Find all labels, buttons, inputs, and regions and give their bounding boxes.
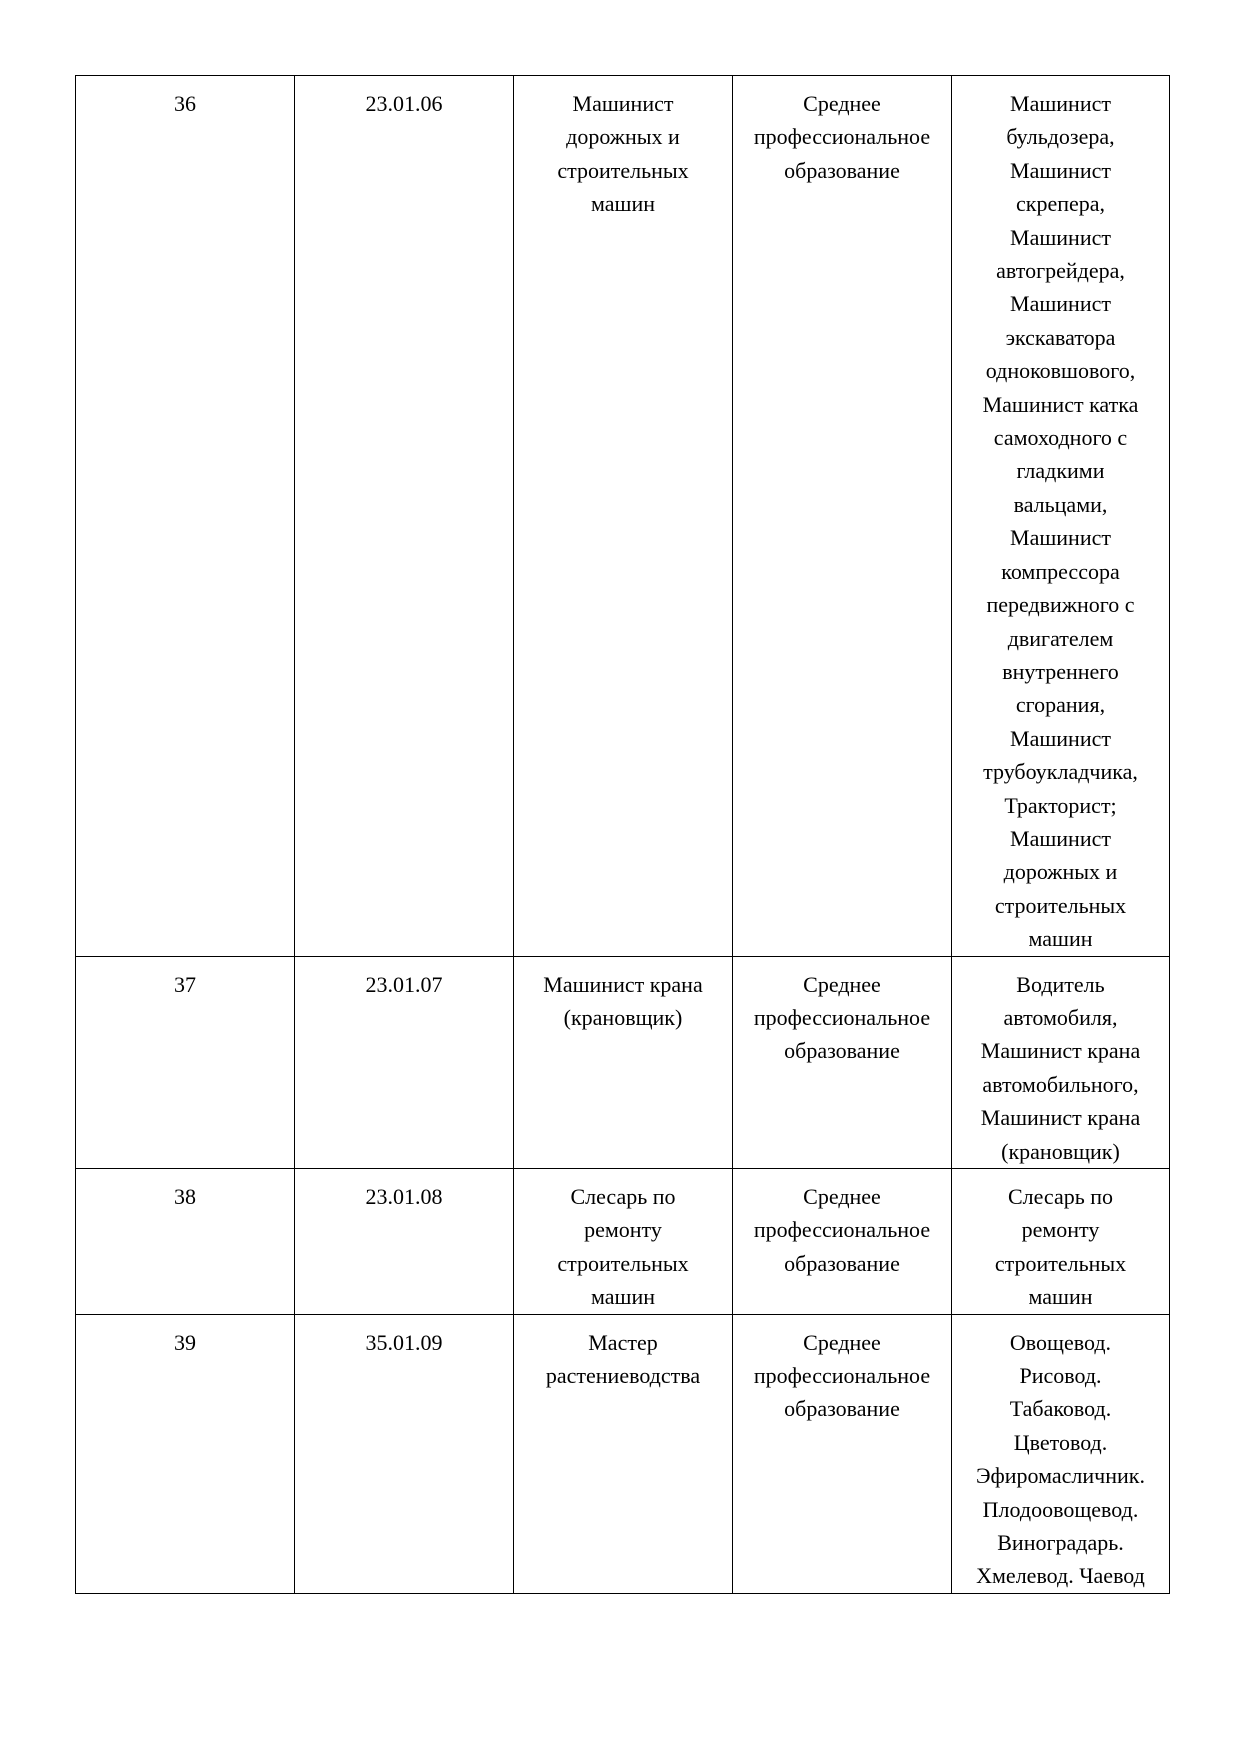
profession-code-cell: 23.01.08 bbox=[295, 1169, 514, 1315]
professions-table bbox=[75, 75, 1170, 1594]
profession-code-cell: 35.01.09 bbox=[295, 1314, 514, 1593]
education-level-cell: Среднее профессиональное образование bbox=[733, 1169, 952, 1315]
profession-name-cell: Мастер растениеводства bbox=[514, 1314, 733, 1593]
qualifications-cell: Слесарь по ремонту строительных машин bbox=[952, 1169, 1170, 1315]
table-row bbox=[76, 956, 1170, 1168]
row-number-cell: 38 bbox=[76, 1169, 295, 1315]
profession-code-cell: 23.01.07 bbox=[295, 956, 514, 1168]
row-number-cell: 39 bbox=[76, 1314, 295, 1593]
education-level-cell: Среднее профессиональное образование bbox=[733, 1314, 952, 1593]
table-row bbox=[76, 76, 1170, 957]
row-number-cell: 36 bbox=[76, 76, 295, 957]
row-number-cell: 37 bbox=[76, 956, 295, 1168]
table-row bbox=[76, 1169, 1170, 1315]
table-row bbox=[76, 1314, 1170, 1593]
qualifications-cell: Машинист бульдозера, Машинист скрепера, Машинист автогрейдера, Машинист экскаватора одноковшового, Машинист катка самоходного с гладкими вальцами, Машинист компрессора передвижного с двигателем внутреннего сгорания, Машинист трубоукладчика, Тракторист; Машинист дорожных и строительных машин bbox=[952, 76, 1170, 957]
profession-name-cell: Слесарь по ремонту строительных машин bbox=[514, 1169, 733, 1315]
profession-name-cell: Машинист дорожных и строительных машин bbox=[514, 76, 733, 957]
qualifications-cell: Овощевод. Рисовод. Табаковод. Цветовод. Эфиромасличник. Плодоовощевод. Виноградарь. Хмелевод. Чаевод bbox=[952, 1314, 1170, 1593]
profession-code-cell: 23.01.06 bbox=[295, 76, 514, 957]
education-level-cell: Среднее профессиональное образование bbox=[733, 956, 952, 1168]
profession-name-cell: Машинист крана (крановщик) bbox=[514, 956, 733, 1168]
education-level-cell: Среднее профессиональное образование bbox=[733, 76, 952, 957]
qualifications-cell: Водитель автомобиля, Машинист крана автомобильного, Машинист крана (крановщик) bbox=[952, 956, 1170, 1168]
